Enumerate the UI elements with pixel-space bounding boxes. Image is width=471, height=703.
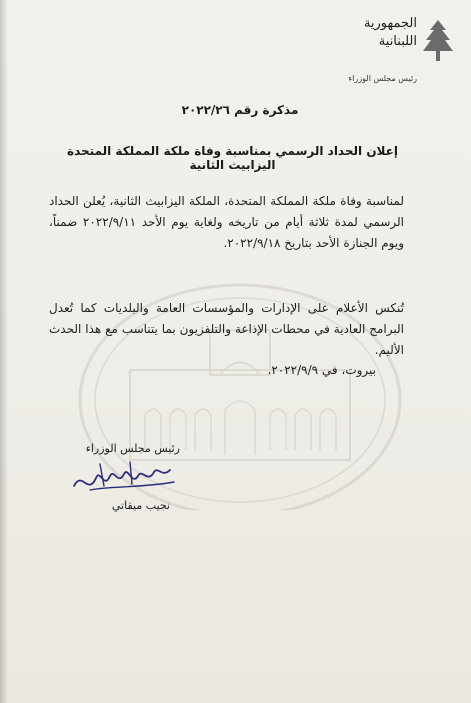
handwritten-signature — [70, 456, 180, 500]
letterhead-lebanese: اللبنانية — [378, 34, 417, 49]
page-edge-shadow — [0, 0, 8, 703]
letterhead-office: رئيس مجلس الوزراء — [348, 74, 417, 83]
memo-subject: إعلان الحداد الرسمي بمناسبة وفاة ملكة المملكة المتحدة اليزابيث الثانية — [67, 144, 398, 172]
memo-number: مذكرة رقم ٢٠٢٢/٢٦ — [181, 103, 299, 117]
date-line: بيروت، في ٢٠٢٢/٩/٩. — [267, 363, 376, 377]
letterhead — [337, 14, 457, 86]
body-paragraph-2: تُنكس الأعلام على الإدارات والمؤسسات العامة والبلديات كما تُعدل البرامج العادية في محطات الإذاعة والتلفزيون بما يتناسب مع هذا الحدث الأليم. — [49, 301, 404, 357]
signatory-title: رئيس مجلس الوزراء — [85, 442, 180, 455]
body-paragraph-1: لمناسبة وفاة ملكة المملكة المتحدة، الملكة اليزابيث الثانية، يُعلن الحداد الرسمي لمدة ثلاثة أيام من تاريخه ولغاية يوم الأحد ٢٠٢٢/٩/١١ ضمناً، ويوم الجنازة الأحد بتاريخ ٢٠٢٢/٩/١٨. — [49, 194, 404, 250]
cedar-tree-icon — [421, 18, 455, 64]
signatory-name: نجيب ميقاتي — [111, 499, 170, 512]
letterhead-republic: الجمهورية — [363, 16, 417, 31]
